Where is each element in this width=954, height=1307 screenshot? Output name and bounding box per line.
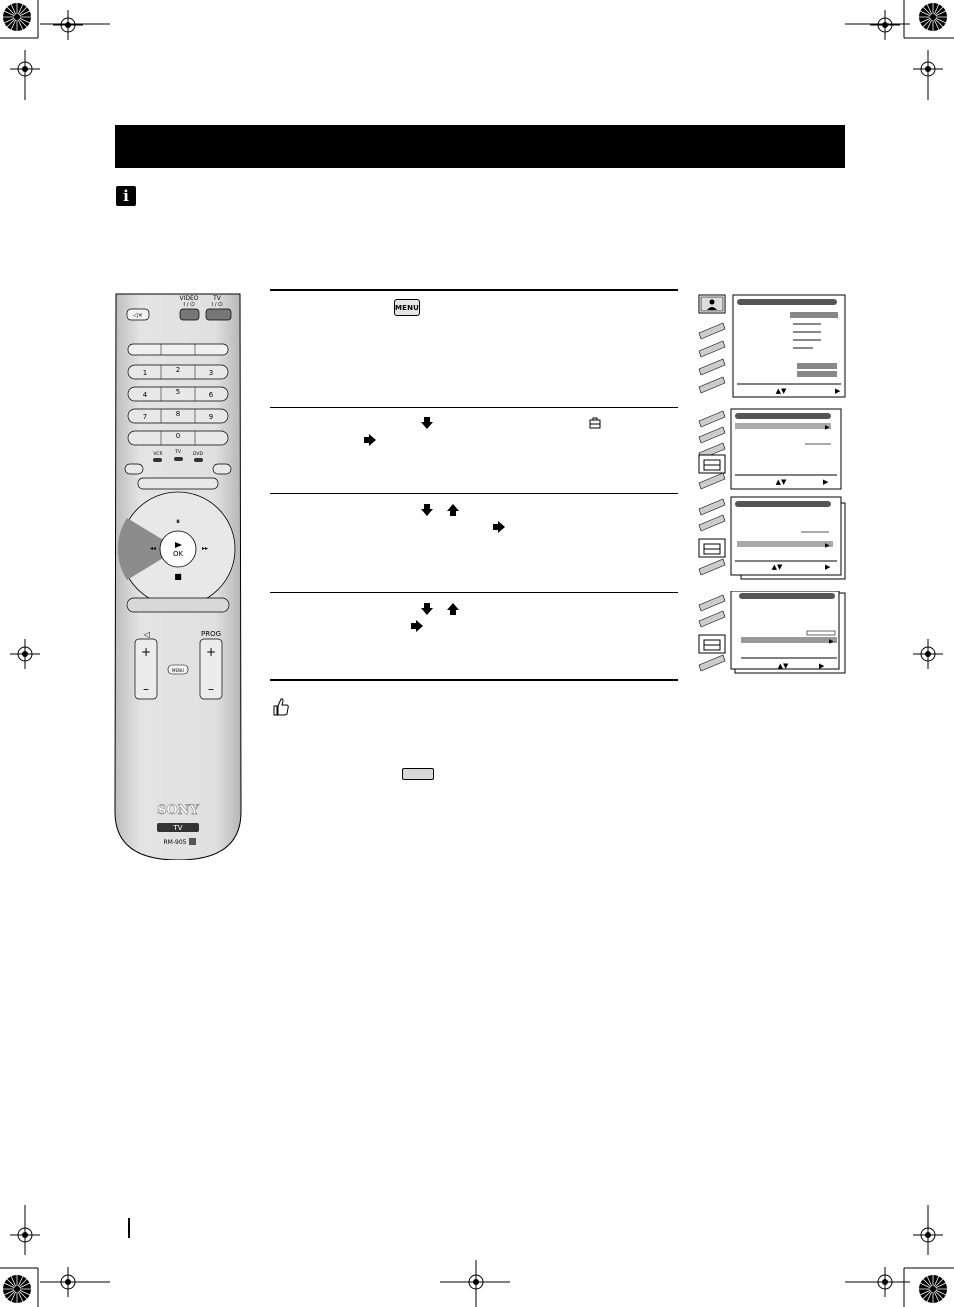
remote-key-icon [402,768,434,780]
svg-text:▶: ▶ [823,478,829,486]
registration-crosshair-icon [53,10,83,40]
registration-sunburst-icon [2,2,32,32]
registration-crosshair-icon [913,639,943,669]
step-divider [270,289,678,291]
registration-crosshair-icon [10,54,40,84]
osd-screen-4 [697,591,847,675]
arrow-down-icon [421,504,433,516]
svg-text:▲▼: ▲▼ [777,662,789,670]
svg-text:▶: ▶ [819,662,825,670]
svg-text:■: ■ [174,572,182,581]
svg-text:+: + [140,645,152,659]
svg-text:▶: ▶ [829,638,834,645]
svg-text:▲▼: ▲▼ [771,563,783,571]
step-divider [270,592,678,593]
tv-label: TV [213,295,221,302]
digit-3: 3 [208,369,214,377]
video-label: VIDEO [179,295,199,302]
svg-text:+: + [205,645,217,659]
digit-1: 1 [142,369,148,377]
registration-crosshair-icon [870,1267,900,1297]
registration-sunburst-icon [918,1274,948,1304]
registration-crosshair-icon [53,1267,83,1297]
svg-text:▲▼: ▲▼ [775,478,787,486]
remote-control [113,292,243,860]
registration-crosshair-icon [913,1220,943,1250]
digit-6: 6 [208,391,214,399]
osd-screen-1 [697,293,847,399]
registration-sunburst-icon [2,1274,32,1304]
digit-9: 9 [208,413,214,421]
arrow-up-icon [447,603,459,615]
tv-badge: TV [173,824,183,832]
svg-text:–: – [208,682,214,696]
digit-8: 8 [175,410,181,418]
svg-text:–: – [143,682,149,696]
digit-5: 5 [175,388,181,396]
section-header-bar [115,125,845,168]
svg-text:◁: ◁ [143,630,151,639]
osd-screen-2 [697,407,847,491]
arrow-right-icon [364,434,376,446]
registration-crosshair-icon [870,10,900,40]
menu-key-icon: MENU [394,299,420,316]
digit-0: 0 [175,432,181,440]
step-divider [270,679,678,681]
dvd-label: DVD [193,452,203,457]
svg-text:▶: ▶ [825,424,830,431]
thumbs-up-tip-icon [272,697,290,717]
arrow-right-icon [411,620,423,632]
step-divider [270,407,678,408]
tv-power-label: I / ⏻ [211,302,223,308]
digit-2: 2 [175,366,181,374]
video-power-label: I / ⏻ [183,302,195,308]
registration-crosshair-icon [461,1267,491,1297]
vcr-label: VCR [153,452,163,457]
page-number-marker [128,1218,130,1238]
digit-4: 4 [142,391,148,399]
tv-select-label: TV [175,450,181,455]
svg-text:⏸: ⏸ [176,517,180,526]
svg-text:▸▸: ▸▸ [201,545,209,552]
osd-screen-3 [697,495,847,581]
svg-text:◂◂: ◂◂ [149,545,157,552]
svg-text:▶: ▶ [825,542,830,549]
sony-logo: SONY [157,803,199,818]
info-icon: i [116,186,136,206]
registration-crosshair-icon [10,1220,40,1250]
svg-text:▶: ▶ [835,387,841,395]
svg-text:▶: ▶ [825,563,831,571]
registration-crosshair-icon [913,54,943,84]
model-label: RM-905 [163,839,187,846]
toolbox-icon [589,417,601,429]
registration-crosshair-icon [10,639,40,669]
registration-sunburst-icon [918,2,948,32]
arrow-up-icon [447,504,459,516]
step-divider [270,493,678,494]
arrow-right-icon [493,521,505,533]
prog-label: PROG [200,630,222,638]
digit-7: 7 [142,413,148,421]
svg-text:▲▼: ▲▼ [775,387,787,395]
arrow-down-icon [421,417,433,429]
menu-label: MENU [172,668,184,673]
ok-label: OK [172,550,184,558]
svg-text:◁×: ◁× [133,312,143,319]
arrow-down-icon [421,603,433,615]
